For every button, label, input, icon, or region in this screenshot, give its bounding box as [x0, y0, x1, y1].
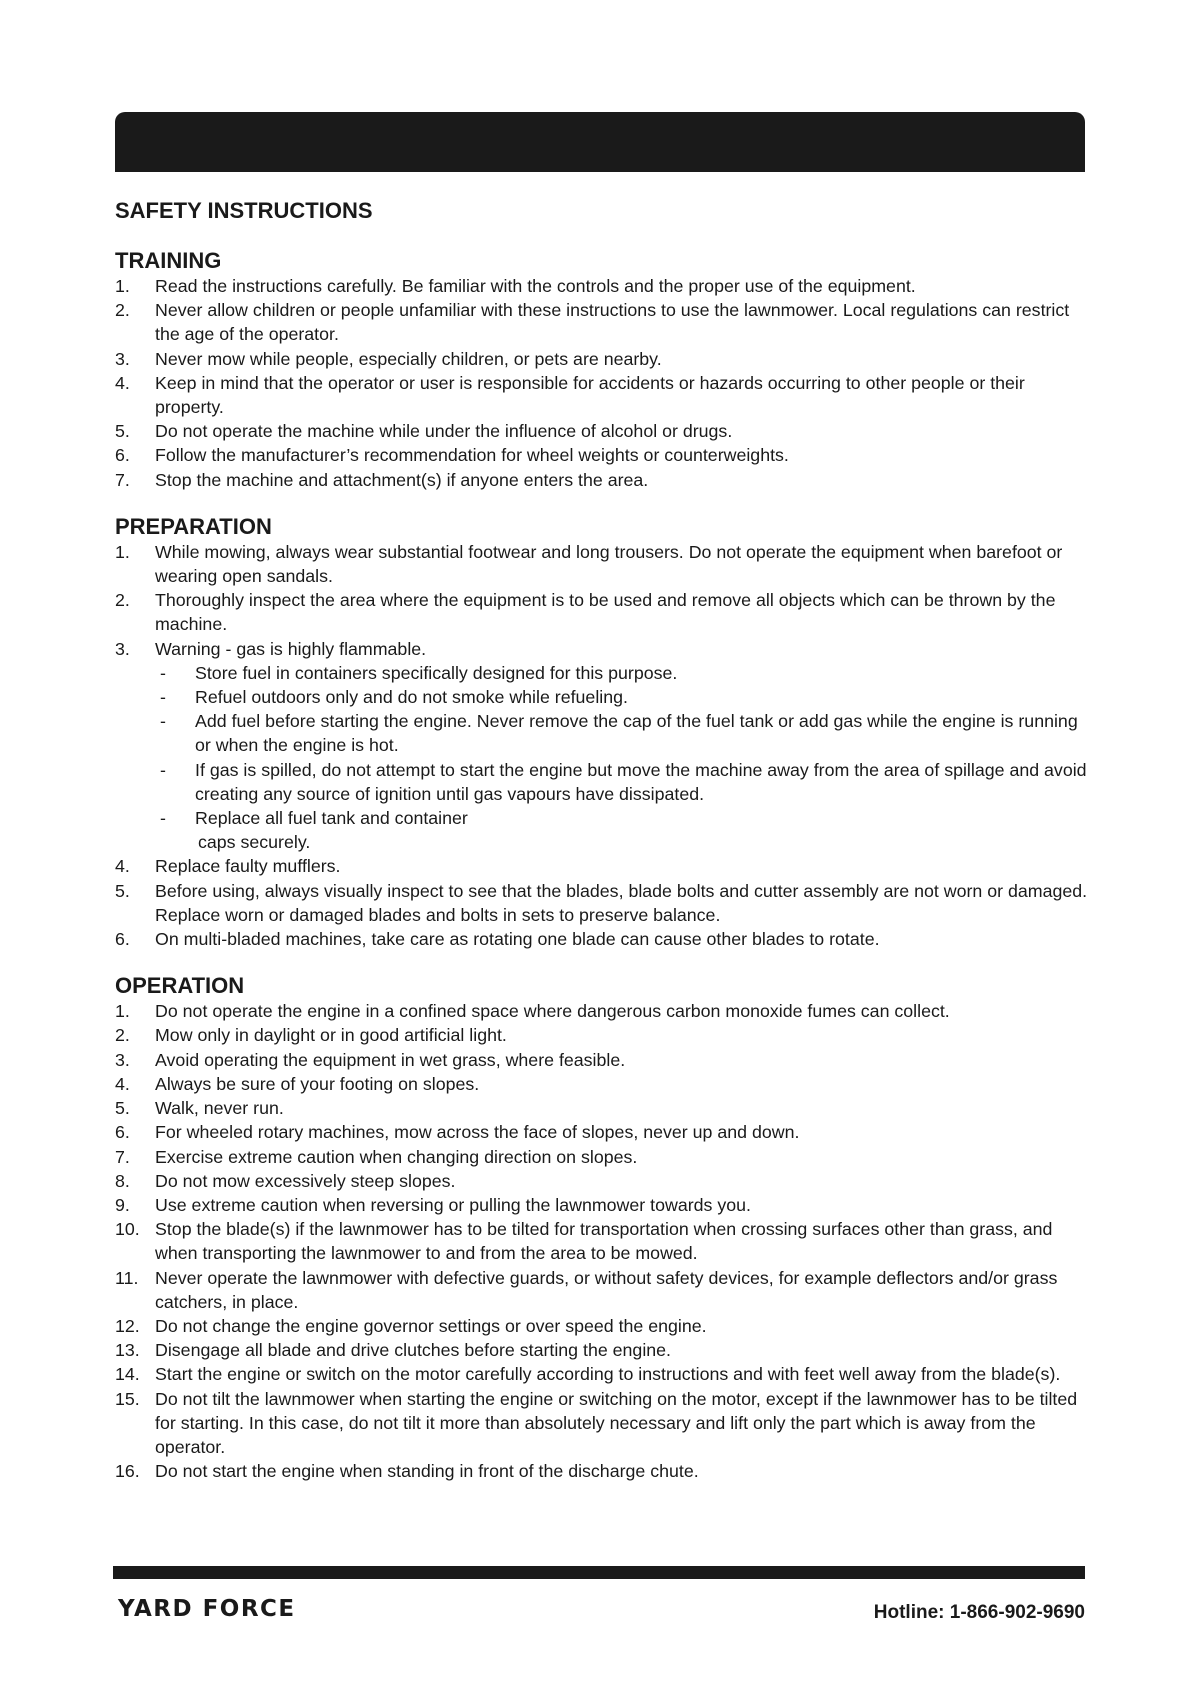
list-item — [115, 371, 1090, 419]
item-text: Keep in mind that the operator or user is responsible for accidents or hazards occurring to other people or their property. — [155, 372, 1025, 418]
item-text: Exercise extreme caution when changing direction on slopes. — [155, 1146, 638, 1167]
sub-item-text: Store fuel in containers specifically designed for this purpose. — [195, 662, 678, 683]
list-item — [115, 540, 1090, 588]
sub-item-text: Refuel outdoors only and do not smoke while refueling. — [195, 687, 628, 708]
list-item — [115, 1120, 1090, 1144]
item-number: 6. — [115, 445, 130, 466]
footer-bar — [113, 1566, 1085, 1579]
item-number: 8. — [115, 1170, 130, 1191]
item-text: Replace faulty mufflers. — [155, 856, 341, 877]
item-text: Avoid operating the equipment in wet grass, where feasible. — [155, 1049, 626, 1070]
item-number: 6. — [115, 1122, 130, 1143]
list-item — [115, 879, 1090, 927]
item-text: Do not operate the engine in a confined space where dangerous carbon monoxide fumes can collect. — [155, 1001, 950, 1022]
sub-item-text: Add fuel before starting the engine. Never remove the cap of the fuel tank or add gas while the engine is running or when the engine is hot. — [195, 711, 1078, 756]
section-training — [115, 246, 1090, 492]
sub-list-item — [155, 661, 1090, 685]
item-text: Do not change the engine governor settings or over speed the engine. — [155, 1315, 707, 1336]
item-number: 7. — [115, 469, 130, 490]
instruction-list — [115, 274, 1090, 492]
item-number: 9. — [115, 1194, 130, 1215]
item-number: 7. — [115, 1146, 130, 1167]
list-item — [115, 1193, 1090, 1217]
list-item — [115, 1048, 1090, 1072]
section-title: PREPARATION — [115, 513, 272, 539]
document-title: SAFETY INSTRUCTIONS — [115, 198, 373, 223]
list-item — [115, 1072, 1090, 1096]
item-number: 5. — [115, 880, 130, 901]
list-item — [115, 1096, 1090, 1120]
list-item — [115, 588, 1090, 636]
item-number: 15. — [115, 1388, 140, 1409]
item-text: Do not mow excessively steep slopes. — [155, 1170, 456, 1191]
item-number: 14. — [115, 1364, 140, 1385]
dash-marker: - — [160, 808, 166, 829]
sub-item-text: Replace all fuel tank and container — [195, 808, 468, 829]
item-number: 4. — [115, 372, 130, 393]
sub-item-text-continued: caps securely. — [198, 832, 311, 853]
dash-marker: - — [160, 662, 166, 683]
item-number: 11. — [115, 1267, 139, 1288]
item-text: For wheeled rotary machines, mow across the face of slopes, never up and down. — [155, 1122, 800, 1143]
item-text: Do not start the engine when standing in front of the discharge chute. — [155, 1461, 699, 1482]
item-text: Stop the machine and attachment(s) if anyone enters the area. — [155, 469, 649, 490]
sub-item-text: If gas is spilled, do not attempt to start the engine but move the machine away from the area of spillage and avoid creating any source of ignition until gas vapours have dissipated. — [195, 759, 1087, 804]
item-number: 2. — [115, 300, 130, 321]
list-item — [115, 443, 1090, 467]
list-item — [115, 1169, 1090, 1193]
list-item — [115, 1266, 1090, 1314]
item-number: 1. — [115, 1001, 130, 1022]
item-text: Disengage all blade and drive clutches before starting the engine. — [155, 1340, 671, 1361]
list-item — [115, 1459, 1090, 1483]
item-text: Mow only in daylight or in good artificial light. — [155, 1025, 507, 1046]
item-text: Use extreme caution when reversing or pulling the lawnmower towards you. — [155, 1194, 751, 1215]
sub-list — [155, 661, 1090, 855]
item-text: Walk, never run. — [155, 1098, 284, 1119]
item-number: 3. — [115, 1049, 130, 1070]
item-number: 1. — [115, 541, 130, 562]
list-item — [115, 1023, 1090, 1047]
item-number: 6. — [115, 929, 130, 950]
list-item — [115, 1362, 1090, 1386]
list-item — [115, 1145, 1090, 1169]
dash-marker: - — [160, 687, 166, 708]
item-number: 4. — [115, 856, 130, 877]
list-item — [115, 1217, 1090, 1265]
sub-list-item — [155, 806, 1090, 854]
section-title: OPERATION — [115, 973, 245, 999]
item-number: 10. — [115, 1219, 140, 1240]
item-text: Always be sure of your footing on slopes. — [155, 1073, 480, 1094]
item-number: 3. — [115, 348, 130, 369]
list-item — [115, 854, 1090, 878]
list-item — [115, 274, 1090, 298]
item-number: 5. — [115, 1098, 130, 1119]
list-item — [115, 1338, 1090, 1362]
item-text: Warning - gas is highly flammable. — [155, 638, 427, 659]
list-item — [115, 999, 1090, 1023]
item-text: Never operate the lawnmower with defective guards, or without safety devices, for example deflectors and/or grass catchers, in place. — [155, 1267, 1058, 1312]
list-item — [115, 298, 1090, 346]
sub-list-item — [155, 709, 1090, 757]
item-number: 1. — [115, 276, 130, 296]
item-number: 13. — [115, 1340, 140, 1361]
brand-logo: YARD FORCE — [118, 1596, 296, 1622]
list-item — [115, 637, 1090, 855]
item-text: While mowing, always wear substantial footwear and long trousers. Do not operate the equipment when barefoot or wearing open sandals. — [155, 541, 1063, 587]
item-text: Do not operate the machine while under the influence of alcohol or drugs. — [155, 421, 733, 442]
item-text: Stop the blade(s) if the lawnmower has to be tilted for transportation when crossing surfaces other than grass, and when transporting the lawnmower to and from the area to be mowed. — [155, 1219, 1053, 1264]
list-item — [115, 1314, 1090, 1338]
item-number: 5. — [115, 421, 130, 442]
item-text: Never allow children or people unfamiliar with these instructions to use the lawnmower. Local regulations can restrict the age of the operator. — [155, 300, 1070, 345]
section-operation — [115, 971, 1090, 1483]
dash-marker: - — [160, 711, 166, 732]
item-text: On multi-bladed machines, take care as rotating one blade can cause other blades to rotate. — [155, 929, 880, 950]
item-text: Start the engine or switch on the motor carefully according to instructions and with feet well away from the blade(s). — [155, 1364, 1061, 1385]
item-text: Before using, always visually inspect to see that the blades, blade bolts and cutter assembly are not worn or damaged. Replace worn or damaged blades and bolts in sets to preserve balance. — [155, 880, 1088, 925]
list-item — [115, 419, 1090, 443]
section-preparation — [115, 512, 1090, 951]
instruction-list — [115, 999, 1090, 1483]
sub-list-item — [155, 758, 1090, 806]
item-text: Never mow while people, especially children, or pets are nearby. — [155, 348, 662, 369]
item-number: 4. — [115, 1073, 130, 1094]
item-text: Do not tilt the lawnmower when starting the engine or switching on the motor, except if the lawnmower has to be tilted for starting. In this case, do not tilt it more than absolutely necessary and lift only the part which is away from the operator. — [155, 1388, 1078, 1457]
item-number: 12. — [115, 1315, 140, 1336]
document-body — [115, 196, 1090, 1483]
item-text: Thoroughly inspect the area where the equipment is to be used and remove all objects which can be thrown by the machine. — [155, 590, 1056, 635]
list-item — [115, 1387, 1090, 1460]
list-item — [115, 347, 1090, 371]
item-number: 2. — [115, 1025, 130, 1046]
item-text: Follow the manufacturer’s recommendation for wheel weights or counterweights. — [155, 445, 789, 466]
dash-marker: - — [160, 759, 166, 780]
header-bar — [115, 112, 1085, 172]
sub-list-item — [155, 685, 1090, 709]
item-number: 16. — [115, 1461, 140, 1482]
item-text: Read the instructions carefully. Be familiar with the controls and the proper use of the equipment. — [155, 276, 916, 296]
item-number: 2. — [115, 590, 130, 611]
hotline-text: Hotline: 1-866-902-9690 — [873, 1602, 1085, 1623]
list-item — [115, 927, 1090, 951]
section-title: TRAINING — [115, 248, 222, 273]
instruction-list — [115, 540, 1090, 951]
item-number: 3. — [115, 638, 130, 659]
list-item — [115, 468, 1090, 492]
